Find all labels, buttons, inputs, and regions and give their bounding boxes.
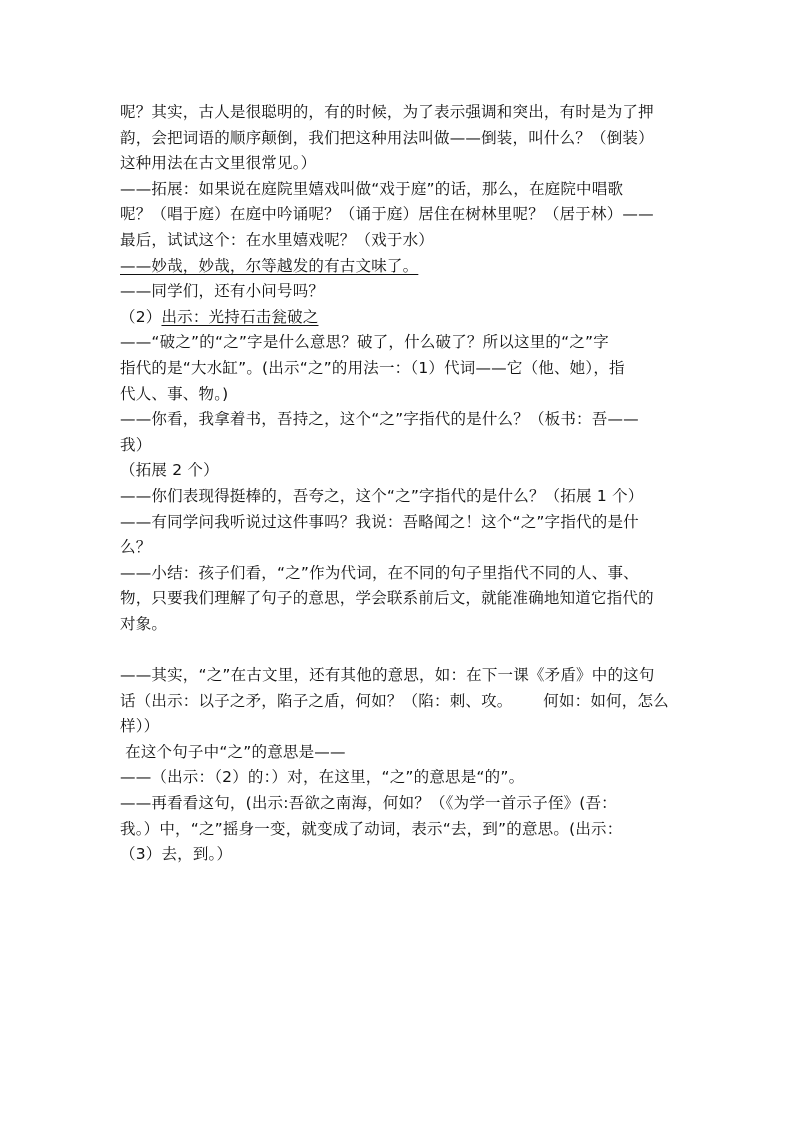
text-line: ——你们表现得挺棒的，吾夸之，这个“之”字指代的是什么？（拓展 1 个） (120, 486, 644, 505)
text-line: 韵，会把词语的顺序颠倒，我们把这种用法叫做——倒装，叫什么？（倒装） (120, 128, 654, 147)
lesson-text-body (120, 100, 680, 868)
text-line: 在这个句子中“之”的意思是—— (120, 742, 346, 761)
text-line: 对象。 (120, 614, 168, 633)
text-line: 话（出示：以子之矛，陷子之盾，何如？（陷：刺、攻。 何如：如何，怎么 (120, 691, 669, 710)
text-line: ——同学们，还有小问号吗？ (120, 282, 325, 301)
text-line: 呢？其实，古人是很聪明的，有的时候，为了表示强调和突出，有时是为了押 (120, 103, 654, 121)
text-line: 么？ (120, 538, 152, 557)
text-line: （3）去，到。） (120, 845, 233, 864)
text-line: 最后，试试这个：在水里嬉戏呢？（戏于水） (120, 230, 435, 249)
text-line: ——再看看这句，(出示:吾欲之南海，何如？（《为学一首示子侄》(吾： (120, 794, 617, 813)
text-line: 代人、事、物。) (120, 384, 229, 403)
text-line: （拓展 2 个） (120, 461, 219, 480)
text-line: 我） (120, 435, 152, 454)
text-line: 物，只要我们理解了句子的意思，学会联系前后文，就能准确地知道它指代的 (120, 589, 654, 608)
text-line: ——你看，我拿着书，吾持之，这个“之”字指代的是什么？（板书：吾—— (120, 410, 639, 429)
text-line: ——其实，“之”在古文里，还有其他的意思，如：在下一课《矛盾》中的这句 (120, 666, 655, 685)
text-line: 我。）中，“之”摇身一变，就变成了动词，表示“去，到”的意思。(出示： (120, 819, 623, 838)
example-number: （2） (120, 307, 162, 326)
text-line: ——（出示：（2）的：）对，在这里，“之”的意思是“的”。 (120, 768, 525, 787)
text-line: ——有同学问我听说过这件事吗？我说：吾略闻之！这个“之”字指代的是什 (120, 512, 639, 531)
text-line: 样）） (120, 717, 160, 736)
text-line: 这种用法在古文里很常见。） (120, 154, 317, 173)
text-line: 指代的是“大水缸”。(出示“之”的用法一：（1）代词——它（他、她），指 (120, 358, 625, 377)
text-line: ——“破之”的“之”字是什么意思？破了，什么破了？所以这里的“之”字 (120, 333, 609, 352)
text-line: 呢？（唱于庭）在庭中吟诵呢？（诵于庭）居住在树林里呢？（居于林）—— (120, 205, 654, 224)
text-line: ——小结：孩子们看，“之”作为代词，在不同的句子里指代不同的人、事、 (120, 563, 639, 582)
underlined-praise-line: ——妙哉，妙哉，尔等越发的有古文味了。 (120, 256, 419, 275)
paragraph-gap (120, 637, 680, 663)
text-line: ——拓展：如果说在庭院里嬉戏叫做“戏于庭”的话，那么，在庭院中唱歌 (120, 179, 624, 198)
underlined-example-sentence: 出示：光持石击瓮破之 (161, 307, 319, 326)
example-heading-line (120, 305, 680, 331)
